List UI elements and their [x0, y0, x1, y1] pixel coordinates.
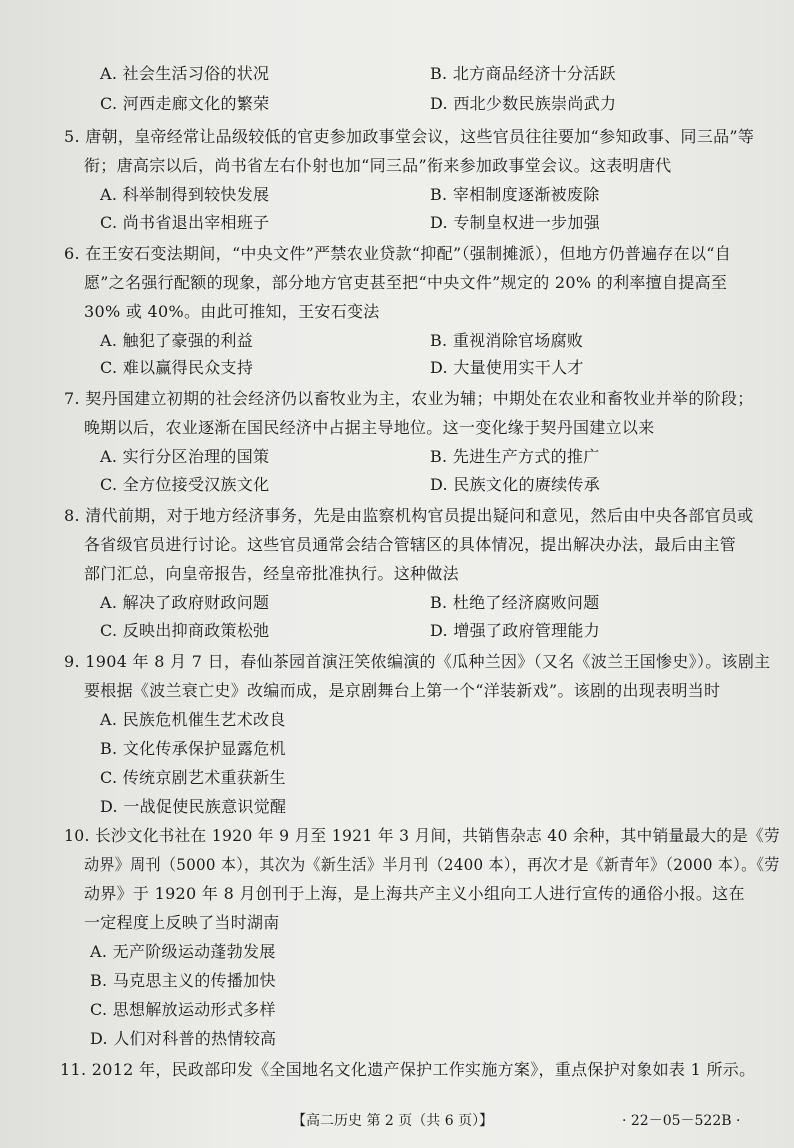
q9-stem-line-1: 9. 1904 年 8 月 7 日，春仙茶园首演汪笑侬编演的《瓜种兰因》（又名《波兰王国惨史》）。该剧主: [64, 652, 771, 671]
q9-option-a: A. 民族危机催生艺术改良: [100, 710, 286, 729]
q6-option-a: A. 触犯了豪强的利益: [100, 331, 254, 350]
q8-option-d: D. 增强了政府管理能力: [430, 621, 601, 640]
q8-option-c: C. 反映出抑商政策松弛: [100, 621, 270, 640]
q10-option-c: C. 思想解放运动形式多样: [90, 1000, 276, 1019]
q10-option-d: D. 人们对科普的热情较高: [90, 1029, 277, 1048]
q8-stem-line-2: 各省级官员进行讨论。这些官员通常会结合管辖区的具体情况，提出解决办法，最后由主管: [84, 535, 737, 554]
q8-option-b: B. 杜绝了经济腐败问题: [430, 593, 600, 612]
q10-stem-line-2: 动界》周刊（5000 本），其次为《新生活》半月刊（2400 本），再次才是《新青年》（2000 本）。《劳: [84, 855, 780, 874]
page-code: · 22－05－522B ·: [622, 1113, 741, 1129]
q7-stem-line-2: 晚期以后，农业逐渐在国民经济中占据主导地位。这一变化缘于契丹国建立以来: [84, 418, 655, 437]
q9-option-d: D. 一战促使民族意识觉醒: [100, 797, 287, 816]
q4-option-c: C. 河西走廊文化的繁荣: [100, 94, 270, 113]
q8-stem-line-1: 8. 清代前期，对于地方经济事务，先是由监察机构官员提出疑问和意见，然后由中央各部官员或: [64, 506, 754, 525]
q9-option-b: B. 文化传承保护显露危机: [100, 739, 286, 758]
q5-stem-line-1: 5. 唐朝，皇帝经常让品级较低的官吏参加政事堂会议，这些官员往往要加“参知政事、同三品”等: [64, 127, 755, 146]
q4-option-b: B. 北方商品经济十分活跃: [430, 64, 616, 83]
q7-option-c: C. 全方位接受汉族文化: [100, 475, 270, 494]
q6-option-d: D. 大量使用实干人才: [430, 358, 584, 377]
q6-option-b: B. 重视消除官场腐败: [430, 331, 584, 350]
q7-stem-line-1: 7. 契丹国建立初期的社会经济仍以畜牧业为主，农业为辅；中期处在农业和畜牧业并举的阶段；: [64, 389, 754, 408]
q6-option-c: C. 难以赢得民众支持: [100, 358, 254, 377]
q10-stem-line-3: 动界》于 1920 年 8 月创刊于上海，是上海共产主义小组向工人进行宣传的通俗小报。这在: [84, 884, 745, 903]
q10-option-b: B. 马克思主义的传播加快: [90, 971, 276, 990]
q10-option-a: A. 无产阶级运动蓬勃发展: [90, 942, 276, 961]
q6-stem-line-1: 6. 在王安石变法期间，“中央文件”严禁农业贷款“抑配”（强制摊派），但地方仍普遍存在以“自: [64, 244, 732, 263]
q6-stem-line-3: 30% 或 40%。由此可推知，王安石变法: [84, 302, 380, 321]
q9-stem-line-2: 要根据《波兰衰亡史》改编而成，是京剧舞台上第一个“洋装新戏”。该剧的出现表明当时: [84, 681, 721, 700]
q5-option-c: C. 尚书省退出宰相班子: [100, 213, 270, 232]
q7-option-d: D. 民族文化的赓续传承: [430, 475, 601, 494]
q11-stem: 11. 2012 年，民政部印发《全国地名文化遗产保护工作实施方案》，重点保护对象如表 1 所示。: [60, 1060, 756, 1079]
q9-option-c: C. 传统京剧艺术重获新生: [100, 768, 286, 787]
q5-stem-line-2: 衔；唐高宗以后，尚书省左右仆射也加“同三品”衔来参加政事堂会议。这表明唐代: [84, 156, 672, 175]
q7-option-a: A. 实行分区治理的国策: [100, 447, 270, 466]
q4-option-a: A. 社会生活习俗的状况: [100, 64, 270, 83]
q8-option-a: A. 解决了政府财政问题: [100, 593, 270, 612]
q5-option-d: D. 专制皇权进一步加强: [430, 213, 601, 232]
page-footer-label: 【高二历史 第 2 页（共 6 页）】: [292, 1113, 494, 1129]
q8-stem-line-3: 部门汇总，向皇帝报告，经皇帝批准执行。这种做法: [84, 564, 459, 583]
q7-option-b: B. 先进生产方式的推广: [430, 447, 600, 466]
q5-option-b: B. 宰相制度逐渐被废除: [430, 185, 600, 204]
q4-option-d: D. 西北少数民族崇尚武力: [430, 94, 617, 113]
q5-option-a: A. 科举制得到较快发展: [100, 185, 270, 204]
q10-stem-line-1: 10. 长沙文化书社在 1920 年 9 月至 1921 年 3 月间，共销售杂志 40 余种，其中销量最大的是《劳: [64, 826, 780, 845]
q10-stem-line-4: 一定程度上反映了当时湖南: [84, 913, 280, 932]
q6-stem-line-2: 愿”之名强行配额的现象，部分地方官吏甚至把“中央文件”规定的 20% 的利率擅自提高至: [84, 273, 728, 292]
